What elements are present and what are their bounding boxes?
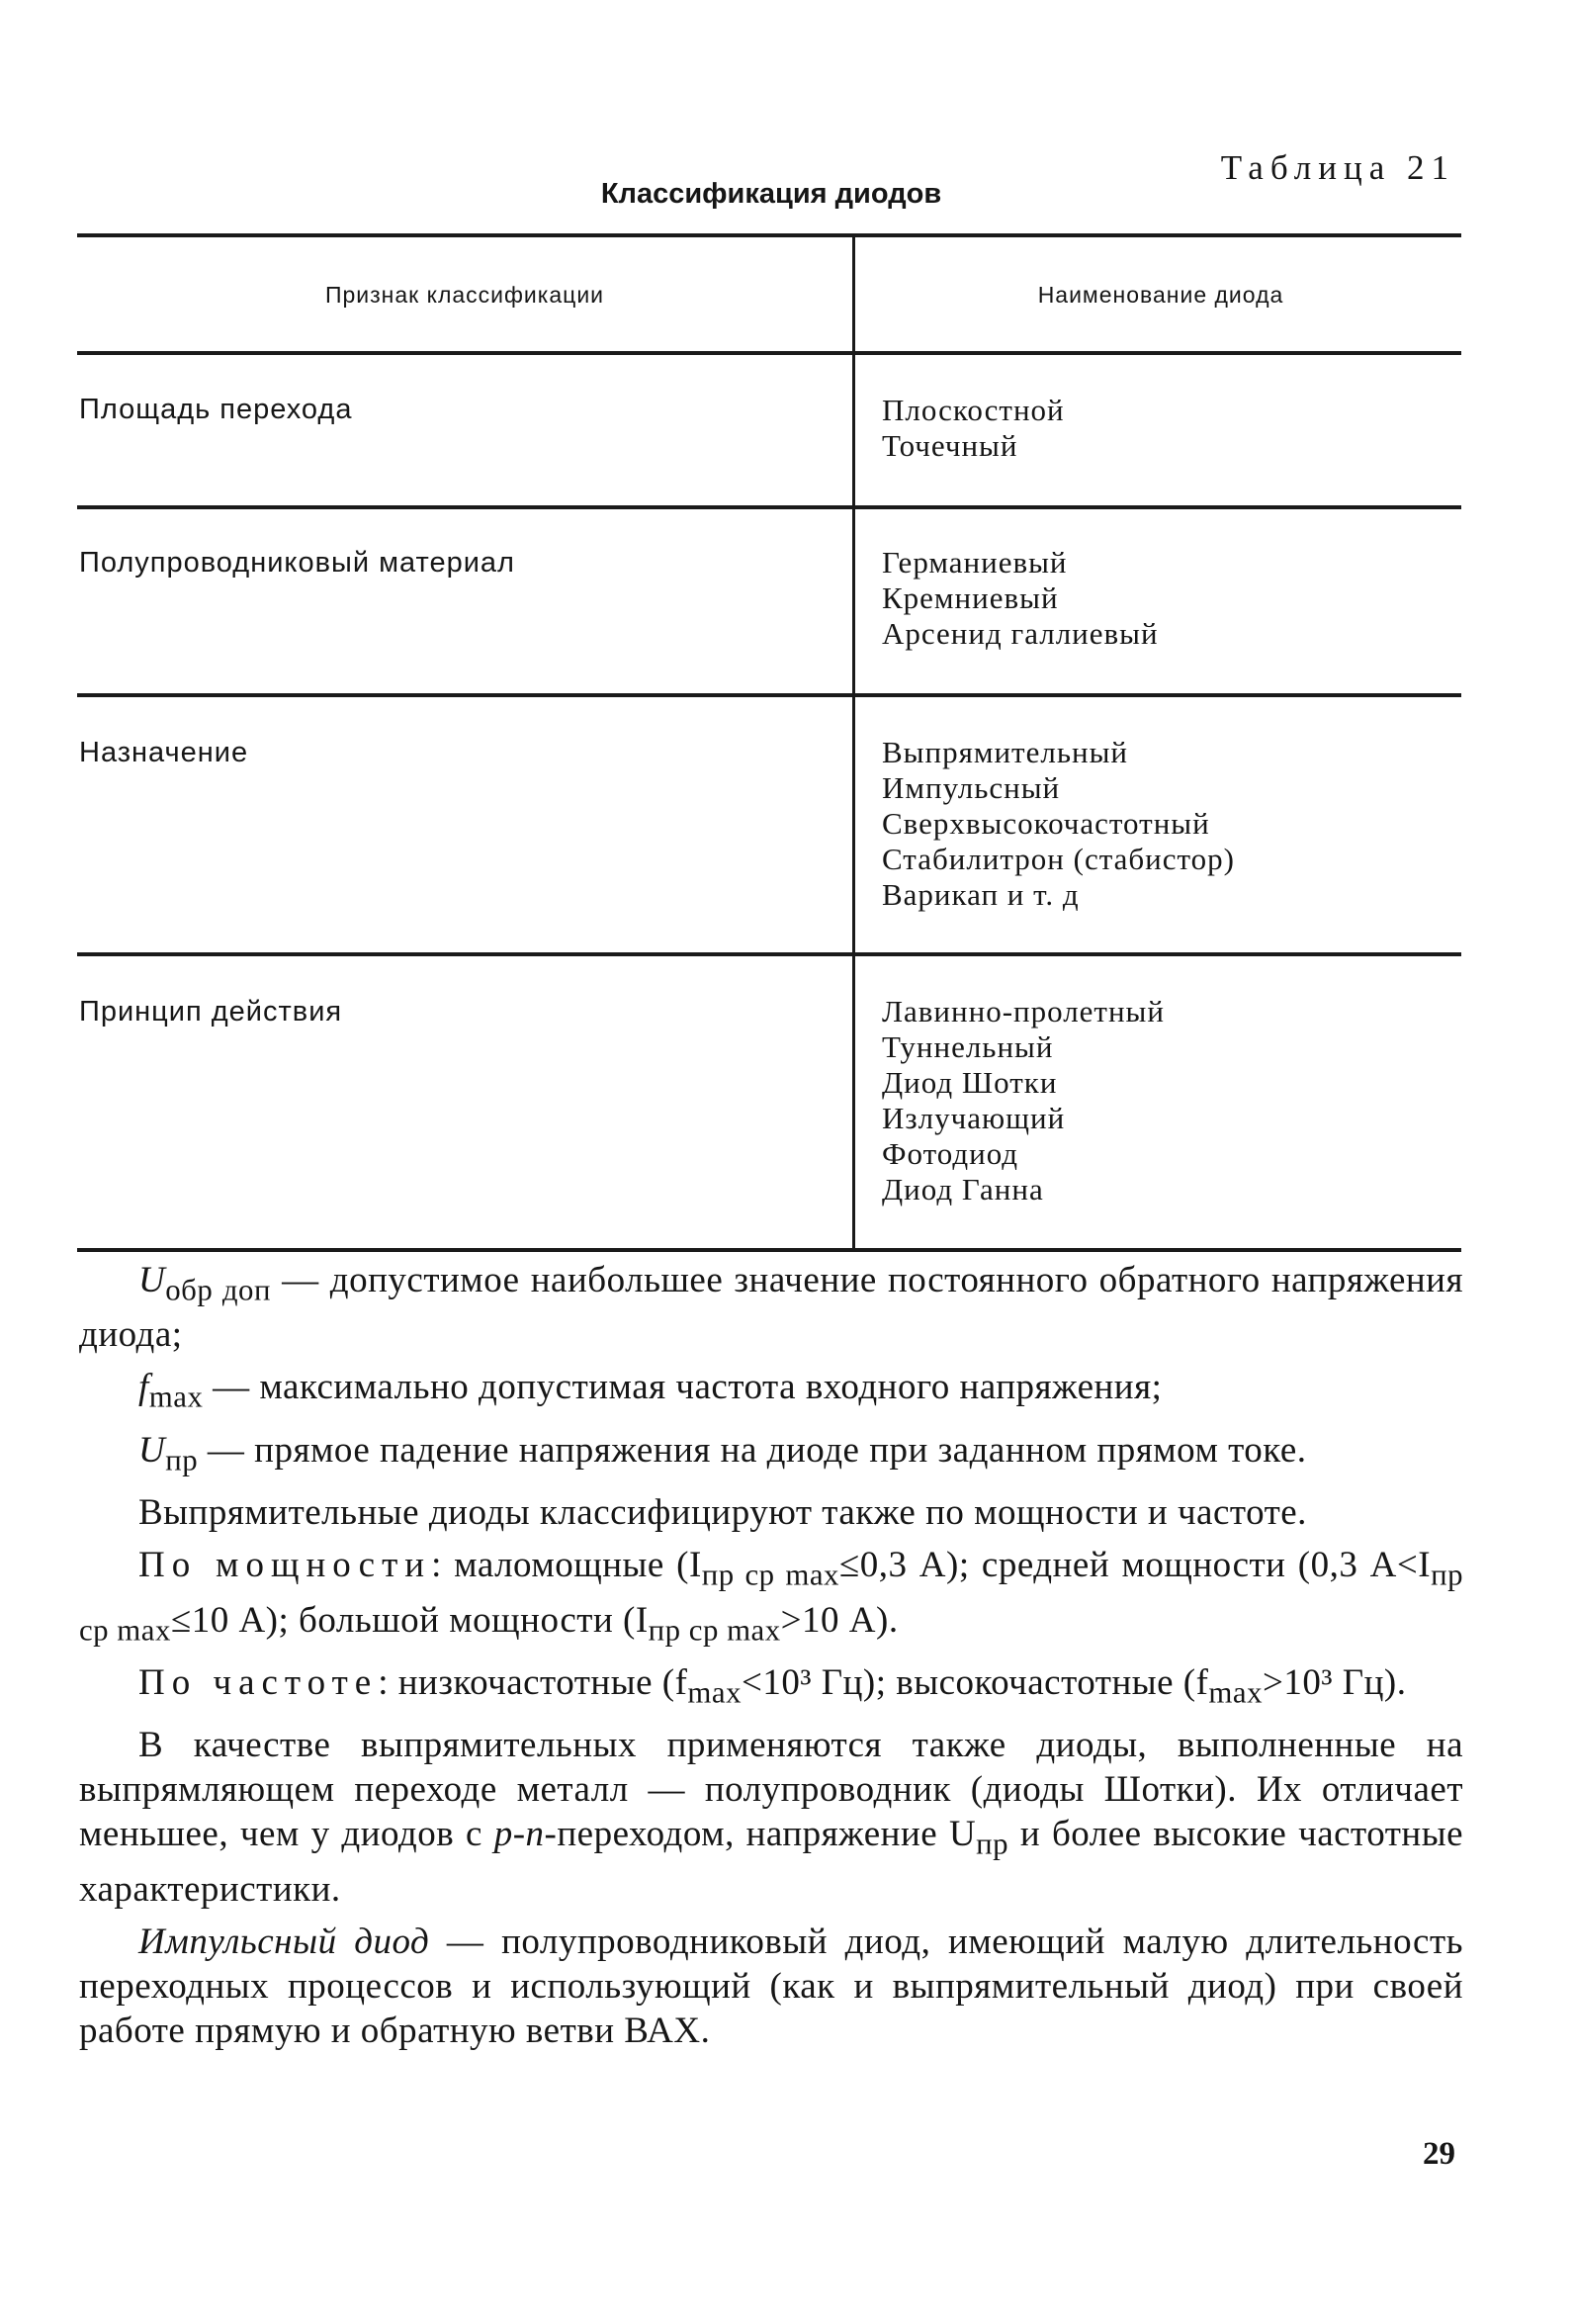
diode-name: Излучающий bbox=[882, 1101, 1066, 1135]
diode-name: Диод Шотки bbox=[882, 1065, 1058, 1100]
row-divider bbox=[77, 505, 1461, 509]
row-names bbox=[882, 735, 1235, 913]
paragraph-text: : низкочастотные (f bbox=[378, 1661, 688, 1703]
paragraph-lead: По частоте bbox=[138, 1661, 379, 1703]
paragraph-text: — допустимое наибольшее значение постоянного обратного напряжения диода; bbox=[79, 1260, 1463, 1356]
page-number: 29 bbox=[1423, 2136, 1455, 2172]
diode-name: Импульсный bbox=[882, 770, 1061, 805]
column-header-feature: Признак классификации bbox=[324, 282, 605, 308]
row-names bbox=[882, 994, 1165, 1207]
diode-name: Арсенид галлиевый bbox=[882, 616, 1159, 651]
subscript: max bbox=[1208, 1675, 1263, 1710]
subscript: max bbox=[148, 1380, 204, 1414]
table-bottom-rule bbox=[77, 1248, 1461, 1252]
symbol: U bbox=[138, 1260, 166, 1300]
paragraph-text: В качестве выпрямительных применяются также диоды, выполненные на выпрямляющем переходе металл — полупроводник (диоды Шотки). Их отличает меньшее, чем у диодов с bbox=[79, 1725, 1463, 1855]
paragraph-text: ≤0,3 А); средней мощности (0,3 А<I bbox=[838, 1545, 1432, 1586]
definition-paragraph bbox=[79, 1428, 1463, 1482]
paragraph-text: — максимально допустимая частота входного напряжения; bbox=[203, 1367, 1163, 1408]
paragraph-text: ≤10 А); большой мощности (I bbox=[170, 1599, 649, 1641]
paragraph-text: : маломощные (I bbox=[431, 1545, 702, 1586]
subscript: пр bbox=[165, 1443, 199, 1477]
paragraph-text: — полупроводниковый диод, имеющий малую длительность переходных процессов и использующий (как и выпрямительный диод) при своей работе прямую и обратную ветви ВАХ. bbox=[79, 1921, 1463, 2051]
diode-name: Варикап и т. д bbox=[882, 877, 1080, 912]
subscript: max bbox=[687, 1675, 742, 1710]
diode-name: Сверхвысокочастотный bbox=[882, 806, 1210, 841]
body-text bbox=[79, 1258, 1463, 2061]
table-top-rule bbox=[77, 233, 1461, 237]
symbol: p-n bbox=[493, 1814, 545, 1855]
subscript: обр доп bbox=[165, 1273, 271, 1307]
paragraph-text: — прямое падение напряжения на диоде при заданном прямом токе. bbox=[198, 1429, 1307, 1471]
row-feature: Принцип действия bbox=[79, 996, 343, 1028]
diode-name: Диод Ганна bbox=[882, 1172, 1044, 1207]
paragraph-text: -переходом, напряжение U bbox=[544, 1814, 977, 1855]
diode-name: Стабилитрон (стабистор) bbox=[882, 842, 1235, 876]
term: Импульсный диод bbox=[138, 1921, 430, 1962]
diode-name: Германиевый bbox=[882, 545, 1068, 580]
pulse-diode-paragraph bbox=[79, 1920, 1463, 2053]
diode-name: Кремниевый bbox=[882, 581, 1059, 615]
table-header-rule bbox=[77, 351, 1461, 355]
diode-name: Точечный bbox=[882, 428, 1018, 463]
definition-paragraph bbox=[79, 1365, 1463, 1419]
column-divider bbox=[852, 237, 855, 1248]
row-feature: Полупроводниковый материал bbox=[79, 547, 515, 579]
diode-name: Фотодиод bbox=[882, 1136, 1019, 1171]
subscript: пр bbox=[976, 1827, 1009, 1861]
row-divider bbox=[77, 952, 1461, 956]
subscript: пр ср max bbox=[701, 1558, 839, 1592]
table-number: Таблица 21 bbox=[1220, 148, 1455, 187]
definition-paragraph bbox=[79, 1258, 1463, 1357]
symbol: U bbox=[138, 1429, 166, 1471]
diode-name: Туннельный bbox=[882, 1029, 1054, 1064]
paragraph-text: <10³ Гц); высокочастотные (f bbox=[741, 1661, 1209, 1703]
schottky-paragraph bbox=[79, 1723, 1463, 1911]
row-feature: Площадь перехода bbox=[79, 394, 353, 425]
power-paragraph bbox=[79, 1543, 1463, 1653]
diode-name: Плоскостной bbox=[882, 393, 1065, 427]
paragraph-text: и более высокие частотные характеристики. bbox=[79, 1814, 1463, 1910]
paragraph-text: >10³ Гц). bbox=[1263, 1661, 1407, 1703]
row-feature: Назначение bbox=[79, 737, 249, 768]
subscript: пр ср max bbox=[79, 1558, 1464, 1647]
paragraph: Выпрямительные диоды классифицируют также по мощности и частоте. bbox=[138, 1492, 1307, 1534]
symbol: f bbox=[138, 1367, 149, 1408]
table-title: Классификация диодов bbox=[600, 178, 942, 210]
row-names bbox=[882, 393, 1065, 464]
row-names bbox=[882, 545, 1159, 652]
subscript: пр ср max bbox=[648, 1612, 781, 1647]
column-header-name: Наименование диода bbox=[1037, 282, 1284, 308]
paragraph-lead: По мощности bbox=[138, 1545, 432, 1586]
diode-name: Выпрямительный bbox=[882, 735, 1128, 769]
row-divider bbox=[77, 693, 1461, 697]
frequency-paragraph bbox=[79, 1660, 1463, 1715]
diode-name: Лавинно-пролетный bbox=[882, 994, 1165, 1028]
paragraph-text: >10 А). bbox=[780, 1599, 899, 1641]
